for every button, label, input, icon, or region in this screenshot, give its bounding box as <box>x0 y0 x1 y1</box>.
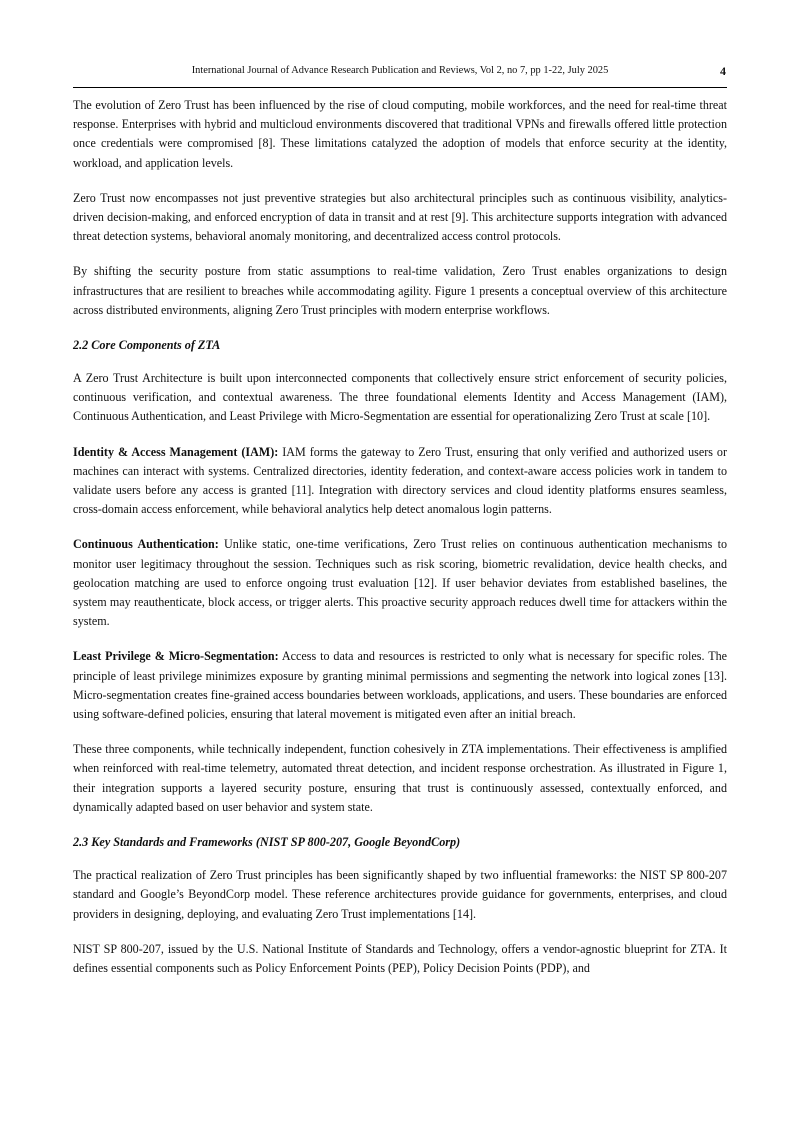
continuous-auth-lead-term: Continuous Authentication: <box>73 537 219 552</box>
paragraph-zt-evolution: The evolution of Zero Trust has been influenced by the rise of cloud computing, mobile workforces, and the need for real-time threat response. Enterprises with hybrid and multicloud environments discovered that traditional VPNs and firewalls offered little protection once credentials were compromised [8]. These limitations catalyzed the adoption of models that enforce security at the identity, workload, and application levels. <box>73 98 727 170</box>
iam-text: IAM forms the gateway to Zero Trust, ensuring that only verified and authorized users or machines can interact with systems. Centralized directories, identity federation, and context-aware access policies work in tandem to validate users before any access is granted [11]. Integration with directory services and cloud identity platforms ensures seamless, cross-domain access enforcement, while behavioral analytics help detect anomalous login patterns. <box>73 444 727 517</box>
paragraph-zt-posture: By shifting the security posture from static assumptions to real-time validation, Zero Trust enables organizations to design infrastructures that are resilient to breaches while accommodating agility. Figure 1 presents a conceptual overview of this architecture across distributed environments, aligning Zero Trust principles with modern enterprise workflows. <box>73 264 727 317</box>
least-privilege-lead-term: Least Privilege & Micro-Segmentation: <box>73 649 279 664</box>
section-heading-core-components: 2.2 Core Components of ZTA <box>73 338 221 353</box>
paragraph-zta-overview: A Zero Trust Architecture is built upon interconnected components that collectively ensure strict enforcement of security policies, continuous verification, and contextual awareness. The three foundational elements Identity and Access Management (IAM), Continuous Authentication, and Least Privilege with Micro-Segmentation are essential for operationalizing Zero Trust at scale [10]. <box>73 371 727 424</box>
iam-lead-term: Identity & Access Management (IAM): <box>73 444 279 459</box>
paragraph-iam <box>73 443 727 520</box>
running-header: International Journal of Advance Research Publication and Reviews, Vol 2, no 7, pp 1-22, July 2025 <box>191 65 609 76</box>
paragraph-nist: NIST SP 800-207, issued by the U.S. National Institute of Standards and Technology, offers a vendor-agnostic blueprint for ZTA. It defines essential components such as Policy Enforcement Points (PEP), Policy Decision Points (PDP), and <box>73 941 727 975</box>
paragraph-least-privilege <box>73 647 727 724</box>
header-rule <box>73 87 727 88</box>
paragraph-frameworks: The practical realization of Zero Trust principles has been significantly shaped by two influential frameworks: the NIST SP 800-207 standard and Google’s BeyondCorp model. These reference architectures provide guidance for governments, enterprises, and cloud providers in designing, deploying, and evaluating Zero Trust implementations [14]. <box>73 868 727 921</box>
paragraph-components-cohesion: These three components, while technically independent, function cohesively in ZTA implementations. Their effectiveness is amplified when reinforced with real-time telemetry, automated threat detection, and incident response orchestration. As illustrated in Figure 1, their integration supports a layered security posture, ensuring that trust is continuously assessed, contextually enforced, and dynamically adapted based on user behavior and system state. <box>73 742 727 814</box>
article-body <box>73 96 727 994</box>
least-privilege-text: Access to data and resources is restricted to only what is necessary for specific roles. The principle of least privilege minimizes exposure by granting minimal permissions and segmenting the network into logical zones [13]. Micro-segmentation creates fine-grained access boundaries between workloads, applications, and users. These boundaries are enforced using software-defined policies, ensuring that lateral movement is mitigated even after an initial breach. <box>73 649 727 722</box>
page-number: 4 <box>720 64 726 78</box>
paragraph-continuous-auth <box>73 535 727 631</box>
paragraph-zt-architecture: Zero Trust now encompasses not just preventive strategies but also architectural principles such as continuous visibility, analytics-driven decision-making, and enforced encryption of data in transit and at rest [9]. This architecture supports integration with advanced threat detection systems, behavioral anomaly monitoring, and decentralized access control protocols. <box>73 190 727 244</box>
continuous-auth-text: Unlike static, one-time verifications, Zero Trust relies on continuous authentication mechanisms to monitor user legitimacy throughout the session. Techniques such as risk scoring, biometric revalidation, device health checks, and geolocation matching are used to enforce ongoing trust evaluation [12]. If user behavior deviates from established baselines, the system may reauthenticate, block access, or trigger alerts. This proactive security approach reduces dwell time for attackers within the system. <box>73 537 727 629</box>
section-heading-standards: 2.3 Key Standards and Frameworks (NIST SP 800-207, Google BeyondCorp) <box>73 835 461 850</box>
